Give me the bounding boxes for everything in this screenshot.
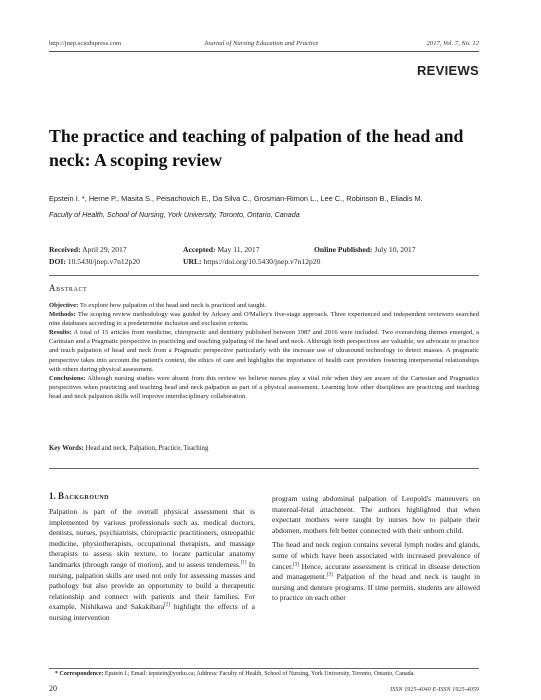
accepted-value: May 11, 2017 [217,245,260,254]
accepted-date [183,245,260,254]
body-text: Palpation is part of the overall physical assessment that is implemented by various professionals such as, medical doctors, dentists, nurses, psychiatrists, chiropractic practitioners, osteopathic medicine, physiotherapists, occupational therapists, and massage therapists to assess skin texture, to locate particular anatomy landmarks (through range of motion), and to assess tenderness. [49,507,255,569]
abstract-results [49,328,479,373]
body-text: program using abdominal palpation of Leopold's maneuvers on maternal-fetal attachment. The authors highlighted that when expectant mothers were taught by nurses how to palpate their abdomen, mothers felt better connected with their unborn child. [272,494,480,535]
footnote-rule [49,668,479,669]
abstract-objective [49,301,479,310]
body-text: Palpation of the head and neck is taught in nursing and denture programs. If time permits, students are allowed to practice on each other [272,572,480,603]
published-label: Online Published: [314,245,373,254]
citation[interactable]: [3] [326,572,333,578]
body-text: Hence, accurate assessment is critical in disease detection and management. [272,561,480,582]
abstract-top-rule [49,275,479,276]
results-text: A total of 15 articles from medicine, chiropractic and dentistry published between 1987 and 2016 were included. Two overarching themes emerged, a Cartesian and a Pragmatic perspective in practicing and teaching palpating of the head and neck. Although both perspectives are valuable, we advocate to practice and teach palpation of head and neck from a Pragmatic perspective particularly with the increase use of ultrasound technology to detect masses. A pragmatic perspective takes into account the patient's context, the ethics of care and highlights the importance of health care providers fostering interpersonal relationships with others during physical assessment. [49,329,479,373]
abstract-conclusions [49,374,479,401]
received-date [49,245,127,254]
affiliation: Faculty of Health, School of Nursing, York University, Toronto, Ontario, Canada [49,210,300,219]
abstract-methods [49,310,479,328]
body-right-column [272,494,480,608]
conclusions-label: Conclusions: [49,374,86,382]
body-text: In nursing, palpation skills are used not only for assessing masses and pathology but also provide an opportunity to build a therapeutic relationship and connect with patients and their families. For example, Nishikawa and Sakakibara [49,559,256,612]
issn: ISSN 1925-4040 E-ISSN 1925-4059 [390,686,479,693]
body-text: The head and neck region contains several lymph nodes and glands, some of which have been associated with increased prevalence of cancer. [272,540,480,571]
keywords-label: Key Words: [49,445,84,452]
journal-url[interactable]: http://jnep.sciedupress.com [49,40,122,47]
methods-text: The scoping review methodology was guided by Arksey and O'Malley's five-stage approach. Three experienced and independent reviewers searched nine databases according to a predetermine inclusion and exclusion criteria. [49,311,479,328]
journal-name: Journal of Nursing Education and Practice [204,40,319,47]
accepted-label: Accepted: [183,245,216,254]
citation[interactable]: [3] [293,562,299,568]
url-value[interactable]: https://doi.org/10.5430/jnep.v7n12p20 [203,257,321,266]
received-value: April 29, 2017 [82,245,127,254]
header-rule [49,51,479,52]
volume-info: 2017, Vol. 7, No. 12 [426,40,479,47]
conclusions-text: Although nursing studies were absent from this review we believe nurses play a vital role when they are aware of the Cartesian and Pragmatics perspectives when practicing and teaching head and neck palpation as part of a physical assessment. Learning how other disciplines are practicing and teaching head and neck palpation skills will improve interdisciplinary collaboration. [49,374,479,400]
section-title: Background [58,491,110,501]
objective-label: Objective: [49,302,79,309]
paragraph [272,494,480,536]
url-label: URL: [183,257,202,266]
citation[interactable]: [1] [240,560,247,566]
body-text: highlight the effects of a nursing intervention [49,602,255,622]
objective-text: To explore how palpation of the head and neck is practiced and taught. [79,302,267,309]
abstract-body [49,301,479,401]
keywords [49,445,208,452]
doi [49,257,140,266]
article-title: The practice and teaching of palpation of the head and neck: A scoping review [49,126,464,170]
paragraph [272,540,480,604]
results-label: Results: [49,329,72,337]
keywords-value: Head and neck, Palpation, Practice, Teaching [85,445,209,452]
methods-label: Methods: [49,311,76,319]
page-number: 20 [49,684,57,693]
section-tag: REVIEWS [416,63,479,78]
abstract-heading: Abstract [49,283,88,293]
citation[interactable]: [2] [164,602,170,608]
body-left-column [49,507,255,628]
abstract-bottom-rule [49,468,479,469]
author-list: Epstein I. *, Herne P., Masita S., Peisachovich E., Da Silva C., Grosman-Rimon L., Lee C., Robinson B., Eliadis M. [49,194,423,203]
doi-value[interactable]: 10.5430/jnep.v7n12p20 [67,257,140,266]
article-url [183,257,320,266]
correspondence-footnote [55,671,415,677]
footnote-text: Epstein I.; Email: iepstein@yorku.ca; Address: Faculty of Health, School of Nursing, York University, Toronto, Ontario, Canada. [103,671,415,677]
doi-label: DOI: [49,257,66,266]
footnote-label: * Correspondence: [55,671,104,677]
published-date [314,245,416,254]
received-label: Received: [49,245,81,254]
section-number: 1. [49,491,56,501]
published-value: July 10, 2017 [374,245,416,254]
section-heading [49,491,109,501]
paragraph [49,507,255,624]
